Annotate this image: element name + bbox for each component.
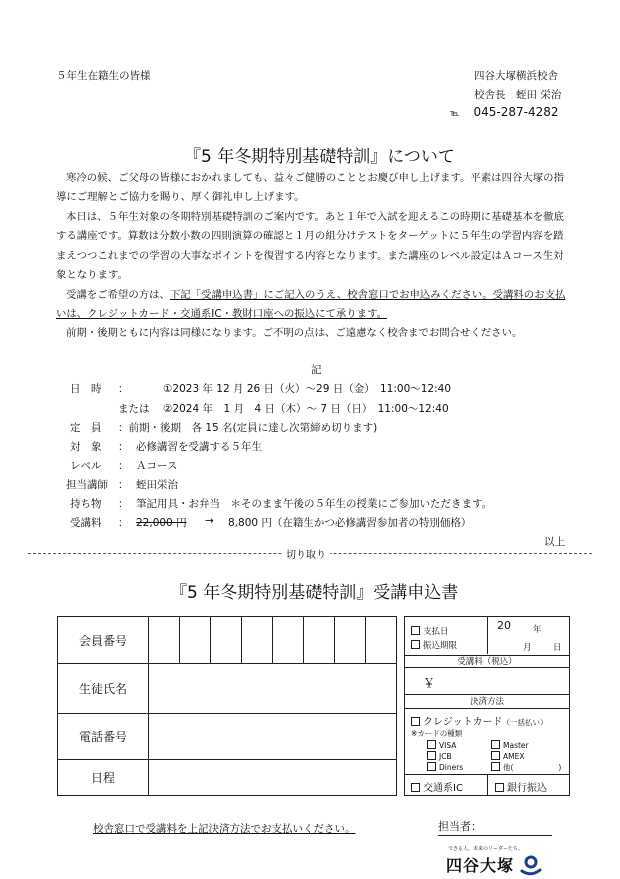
- card-type-label: ※カードの種類: [411, 729, 463, 738]
- jcb-checkbox[interactable]: [427, 751, 436, 760]
- ijou-text: 以上: [544, 536, 565, 548]
- date-option-1: ①2023 年 12 月 26 日（火）～29 日（金） 11:00～12:40: [163, 383, 452, 395]
- tel-label: ℡: [450, 109, 460, 119]
- diners-label: Diners: [439, 763, 464, 772]
- day-label: 日: [553, 643, 562, 653]
- phone-field[interactable]: [149, 714, 397, 760]
- tel-row: [450, 105, 559, 119]
- cut-label: 切り取り: [282, 546, 330, 561]
- card-options-row: [405, 709, 569, 775]
- paragraph-greeting: 寒冷の候、ご父母の皆様におかれましても、益々ご健勝のこととお慶び申し上げます。平素は四谷大塚の指導にご理解とご協力を賜り、厚く御礼申し上げます。: [56, 172, 564, 204]
- tel-number: 045-287-4282: [473, 105, 559, 119]
- fee-label: 受講料: [70, 517, 102, 529]
- amex-label: AMEX: [503, 752, 525, 761]
- level-value: Ａコース: [136, 460, 178, 472]
- teacher-colon: ：: [118, 479, 129, 491]
- fee-amount-row: [405, 668, 569, 695]
- student-name-label: 生徒氏名: [58, 664, 149, 714]
- target-value: 必修講習を受講する５年生: [136, 441, 262, 453]
- bank-label: 銀行振込: [507, 783, 547, 794]
- staff-field[interactable]: [438, 818, 552, 836]
- application-form-table: [57, 616, 397, 796]
- schedule-field[interactable]: [149, 760, 397, 796]
- transfer-deadline-checkbox[interactable]: [411, 640, 420, 649]
- other-card-label: 他( ): [503, 763, 562, 772]
- staff-label: 担当者：: [438, 820, 482, 833]
- member-number-digit-6[interactable]: [304, 617, 335, 664]
- date-colon: ：: [118, 383, 129, 395]
- bank-checkbox[interactable]: [495, 783, 504, 792]
- target-label: 対 象: [70, 441, 102, 453]
- diners-checkbox[interactable]: [427, 762, 436, 771]
- paid-date-label: 支払日: [423, 627, 449, 637]
- items-value: 筆記用具・お弁当 ＊そのまま午後の５年生の授業にご参加いただきます。: [136, 498, 493, 510]
- yen-symbol: ￥: [423, 676, 436, 690]
- phone-label: 電話番号: [58, 714, 149, 760]
- member-number-digit-4[interactable]: [242, 617, 273, 664]
- teacher-value: 蛭田栄治: [136, 479, 178, 491]
- member-number-digit-3[interactable]: [211, 617, 242, 664]
- month-label: 月: [523, 643, 532, 653]
- credit-card-note: （一括払い）: [502, 718, 548, 727]
- ki-heading: 記: [311, 364, 322, 376]
- target-colon: ：: [118, 441, 129, 453]
- school-name: 四谷大塚横浜校舎: [474, 70, 558, 82]
- form-title: 『5 年冬期特別基礎特訓』受講申込書: [170, 583, 459, 603]
- teacher-label: 担当講師: [66, 479, 108, 491]
- member-number-label: 会員番号: [58, 617, 149, 664]
- office-use-block: [404, 616, 570, 796]
- capacity-label: 定 員: [70, 422, 102, 434]
- level-label: レベル: [70, 460, 102, 472]
- date-divider: [487, 616, 488, 654]
- payment-method-header-row: [405, 695, 569, 709]
- credit-card-checkbox[interactable]: [411, 717, 420, 726]
- logo-tagline: できる人、未来のリーダーたち。: [448, 846, 524, 852]
- paid-date-checkbox[interactable]: [411, 626, 420, 635]
- fee-new-price: 8,800 円（在籍生かつ必修講習参加者の特別価格）: [228, 517, 472, 529]
- yotsuya-otsuka-logo: [446, 845, 542, 876]
- date-option-2: ②2024 年 1 月 4 日（木）～ 7 日（日） 11:00～12:40: [163, 403, 449, 415]
- member-number-digit-7[interactable]: [335, 617, 366, 664]
- items-label: 持ち物: [70, 498, 102, 510]
- other-card-checkbox[interactable]: [491, 762, 500, 771]
- visa-checkbox[interactable]: [427, 740, 436, 749]
- student-name-field[interactable]: [149, 664, 397, 714]
- ic-label: 交通系IC: [423, 783, 463, 794]
- jcb-label: JCB: [439, 752, 452, 761]
- master-checkbox[interactable]: [491, 740, 500, 749]
- date-or: または: [118, 403, 150, 415]
- fee-arrow: →: [205, 515, 214, 527]
- schedule-label: 日程: [58, 760, 149, 796]
- level-colon: ：: [118, 460, 129, 472]
- principal-name: 校舎長 蛭田 栄治: [474, 89, 562, 101]
- paragraph-note: 前期・後期ともに内容は同様になります。ご不明の点は、ご遠慮なく校舎までお問合せください。: [66, 327, 523, 339]
- date-label: 日 時: [70, 383, 102, 395]
- ic-checkbox[interactable]: [411, 783, 420, 792]
- member-number-digit-8[interactable]: [366, 617, 397, 664]
- application-underlined-text: 下記「受講申込書」にご記入のうえ、校舎窓口でお申込みください。受講料のお支払いは、クレジットカード・交通系IC・教財口座への振込にて承ります。: [56, 289, 566, 321]
- ic-bank-divider: [487, 775, 488, 795]
- fee-colon: ：: [118, 517, 129, 529]
- fee-header-row: [405, 655, 569, 668]
- ic-bank-row: [405, 775, 569, 795]
- payment-date-row: [405, 617, 569, 656]
- payment-method-label: 決済方法: [469, 697, 504, 707]
- items-colon: ：: [118, 498, 129, 510]
- transfer-deadline-label: 振込期限: [423, 641, 458, 651]
- fee-incl-tax-label: 受講料（税込）: [457, 657, 517, 667]
- fee-old-price: 22,000 円: [136, 517, 187, 529]
- logo-mark-icon: [520, 854, 542, 876]
- member-number-digit-5[interactable]: [273, 617, 304, 664]
- paragraph-application: [56, 286, 570, 325]
- recipient: ５年生在籍生の皆様: [56, 70, 151, 82]
- year-label: 年: [533, 625, 542, 635]
- year-prefix: 20: [497, 619, 511, 632]
- visa-label: VISA: [439, 741, 457, 750]
- footer-note: 校舎窓口で受講料を上記決済方法でお支払いください。: [93, 823, 356, 835]
- paragraph-intro: 本日は、５年生対象の冬期特別基礎特訓のご案内です。あと１年で入試を迎えるこの時期に基礎基本を徹底する講座です。算数は分数小数の四則演算の確認と１月の組分けテストをターゲットに５年生の学習内容を踏まえつつこれまでの学習の大事なポイントを復習する内容となります。また講座のレベル設定はＡコース生対象となります。: [56, 211, 564, 282]
- member-number-digit-1[interactable]: [149, 617, 180, 664]
- page-title: 『5 年冬期特別基礎特訓』について: [184, 147, 455, 167]
- capacity-value: ：前期・後期 各 15 名(定員に達し次第締め切ります): [118, 422, 378, 434]
- master-label: Master: [503, 741, 529, 750]
- credit-card-label: クレジットカード: [423, 717, 503, 728]
- member-number-digit-2[interactable]: [180, 617, 211, 664]
- logo-name: 四谷大塚: [446, 856, 515, 875]
- application-text: 受講をご希望の方は、: [66, 289, 170, 301]
- amex-checkbox[interactable]: [491, 751, 500, 760]
